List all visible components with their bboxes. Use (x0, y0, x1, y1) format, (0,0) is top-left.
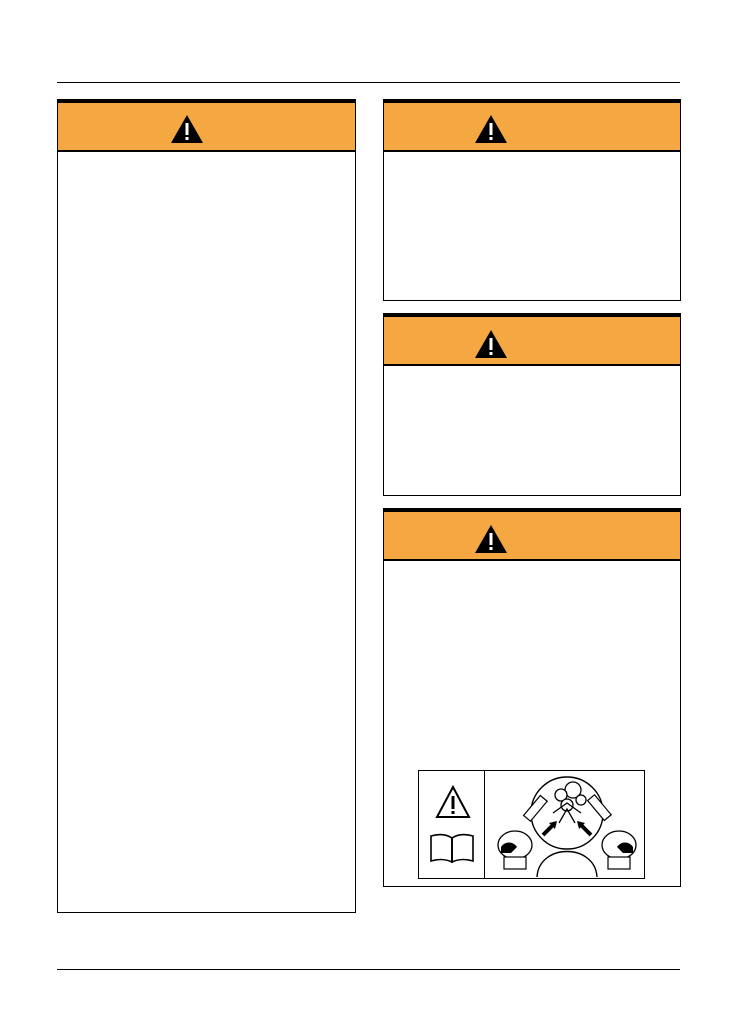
warning-triangle-icon (474, 329, 508, 359)
warning-banner (58, 100, 355, 152)
header-rule (57, 82, 680, 83)
warning-box-left (57, 99, 356, 913)
crush-hazard-illustration (491, 773, 641, 877)
warning-triangle-icon (435, 785, 471, 819)
warning-box-right-1 (383, 99, 681, 301)
warning-banner (384, 314, 680, 366)
safety-label-pictogram (418, 770, 645, 879)
manual-book-icon (429, 833, 475, 863)
pictogram-divider (484, 771, 485, 878)
warning-box-right-2 (383, 313, 681, 496)
footer-rule (57, 969, 680, 970)
warning-triangle-icon (170, 114, 204, 144)
warning-triangle-icon (474, 114, 508, 144)
warning-banner (384, 509, 680, 561)
warning-triangle-icon (474, 524, 508, 554)
warning-banner (384, 100, 680, 152)
